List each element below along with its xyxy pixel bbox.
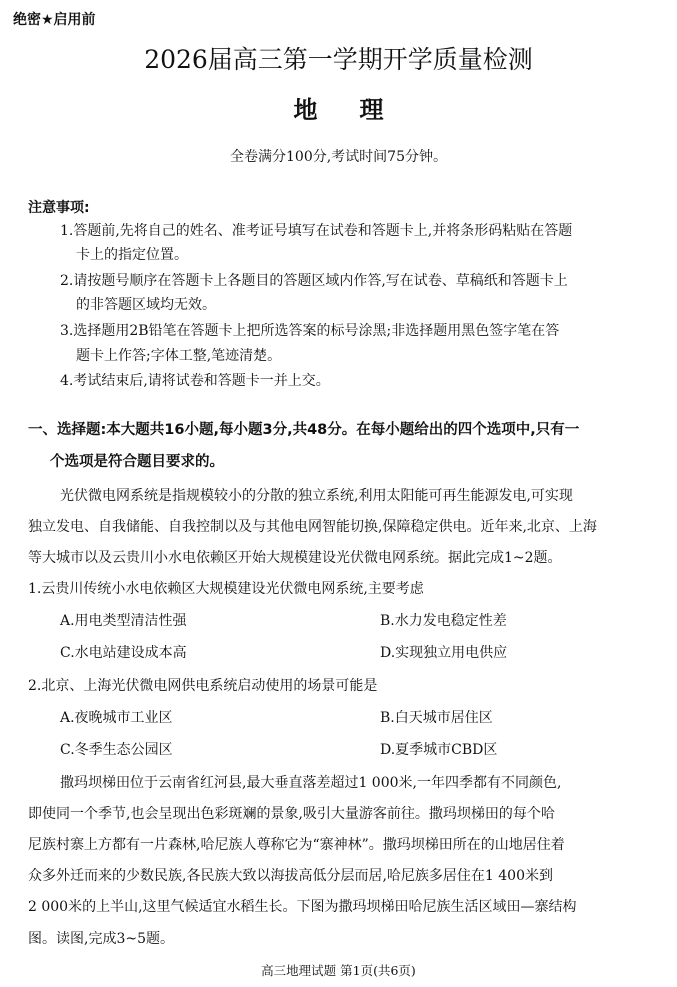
page-footer: 高三地理试题 第1页(共6页) [261,963,416,978]
notice-line: 的非答题区域均无效。 [76,297,216,313]
option-b: B.水力发电稳定性差 [380,613,507,629]
passage-line: 等大城市以及云贵川小水电依赖区开始大规模建设光伏微电网系统。据此完成1~2题。 [28,550,562,566]
exam-title: 2026届高三第一学期开学质量检测 [144,45,533,74]
option-d: D.夏季城市CBD区 [380,742,498,758]
passage-line: 独立发电、自我储能、自我控制以及与其他电网智能切换,保障稳定供电。近年来,北京、上海 [28,519,597,535]
subject-title: 地理 [293,95,426,124]
passage-line: 2 000米的上半山,这里气候适宜水稻生长。下图为撒玛坝梯田哈尼族生活区域田—寨结构 [28,899,577,915]
notice-line: 1.答题前,先将自己的姓名、准考证号填写在试卷和答题卡上,并将条形码粘贴在答题 [60,223,573,239]
option-c: C.冬季生态公园区 [60,742,173,758]
option-c: C.水电站建设成本高 [60,645,187,661]
notice-line: 题卡上作答;字体工整,笔迹清楚。 [76,348,282,364]
question-stem: 2.北京、上海光伏微电网供电系统启动使用的场景可能是 [28,678,378,694]
option-b: B.白天城市居住区 [380,710,493,726]
passage-line: 图。读图,完成3~5题。 [28,931,174,947]
passage-line: 尼族村寨上方都有一片森林,哈尼族人尊称它为“寨神林”。撒玛坝梯田所在的山地居住着 [28,837,565,853]
option-d: D.实现独立用电供应 [380,645,508,661]
passage-line: 撒玛坝梯田位于云南省红河县,最大垂直落差超过1 000米,一年四季都有不同颜色, [60,775,562,791]
notice-line: 4.考试结束后,请将试卷和答题卡一并上交。 [60,373,330,389]
section-heading: 一、选择题:本大题共16小题,每小题3分,共48分。在每小题给出的四个选项中,只有一 [28,422,580,438]
option-a: A.用电类型清洁性强 [60,613,187,629]
question-stem: 1.云贵川传统小水电依赖区大规模建设光伏微电网系统,主要考虑 [28,581,424,597]
notice-line: 卡上的指定位置。 [76,247,188,263]
score-info: 全卷满分100分,考试时间75分钟。 [230,149,447,165]
notice-heading: 注意事项: [28,200,90,216]
passage-line: 光伏微电网系统是指规模较小的分散的独立系统,利用太阳能可再生能源发电,可实现 [60,488,573,504]
confidential-label: 绝密★启用前 [13,12,96,28]
passage-line: 众多外迁而来的少数民族,各民族大致以海拔高低分层而居,哈尼族多居住在1 400米到 [28,868,553,884]
notice-line: 3.选择题用2B铅笔在答题卡上把所选答案的标号涂黑;非选择题用黑色签字笔在答 [60,323,560,339]
notice-line: 2.请按题号顺序在答题卡上各题目的答题区域内作答,写在试卷、草稿纸和答题卡上 [60,273,568,289]
option-a: A.夜晚城市工业区 [60,710,173,726]
passage-line: 即使同一个季节,也会呈现出色彩斑斓的景象,吸引大量游客前往。撒玛坝梯田的每个哈 [28,806,555,822]
section-heading-cont: 个选项是符合题目要求的。 [50,454,224,470]
